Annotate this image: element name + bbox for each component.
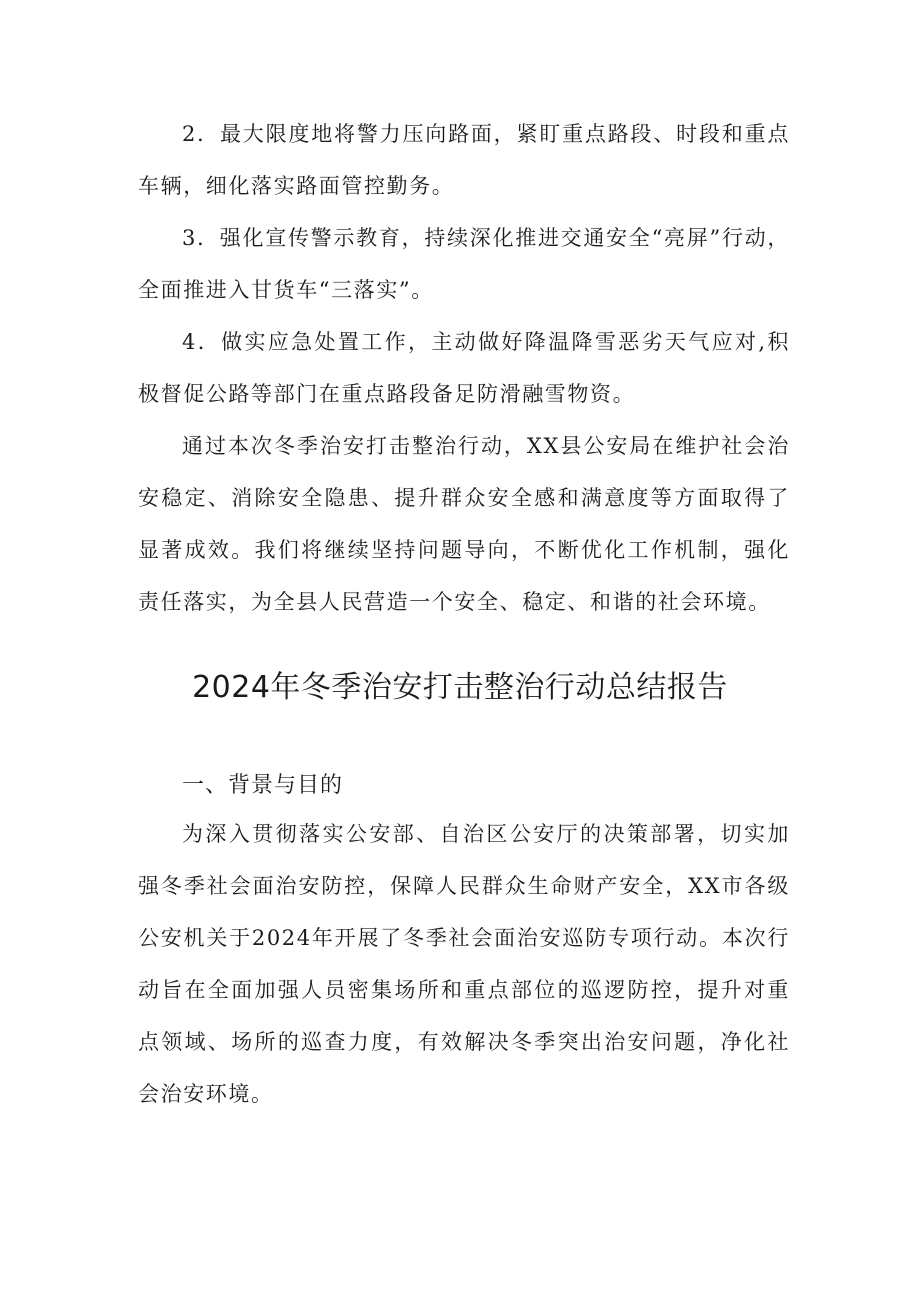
list-item-3: 3．强化宣传警示教育，持续深化推进交通安全“亮屏”行动，全面推进入甘货车“三落实”。 xyxy=(138,226,790,302)
section-heading: 一、背景与目的 xyxy=(182,773,344,798)
conclusion-paragraph: 通过本次冬季治安打击整治行动，XX县公安局在维护社会治安稳定、消除安全隐患、提升群众安全感和满意度等方面取得了显著成效。我们将继续坚持问题导向，不断优化工作机制，强化责任落实，为全县人民营造一个安全、稳定、和谐的社会环境。 xyxy=(138,434,790,614)
list-item-2: 2．最大限度地将警力压向路面，紧盯重点路段、时段和重点车辆，细化落实路面管控勤务。 xyxy=(138,122,790,198)
report-title: 2024年冬季治安打击整治行动总结报告 xyxy=(192,670,728,705)
section-body-paragraph: 为深入贯彻落实公安部、自治区公安厅的决策部署，切实加强冬季社会面治安防控，保障人民群众生命财产安全，XX市各级公安机关于2024年开展了冬季社会面治安巡防专项行动。本次行动旨在全面加强人员密集场所和重点部位的巡逻防控，提升对重点领域、场所的巡查力度，有效解决冬季突出治安问题，净化社会治安环境。 xyxy=(138,822,790,1106)
list-item-4: 4．做实应急处置工作，主动做好降温降雪恶劣天气应对,积极督促公路等部门在重点路段备足防滑融雪物资。 xyxy=(138,330,790,406)
